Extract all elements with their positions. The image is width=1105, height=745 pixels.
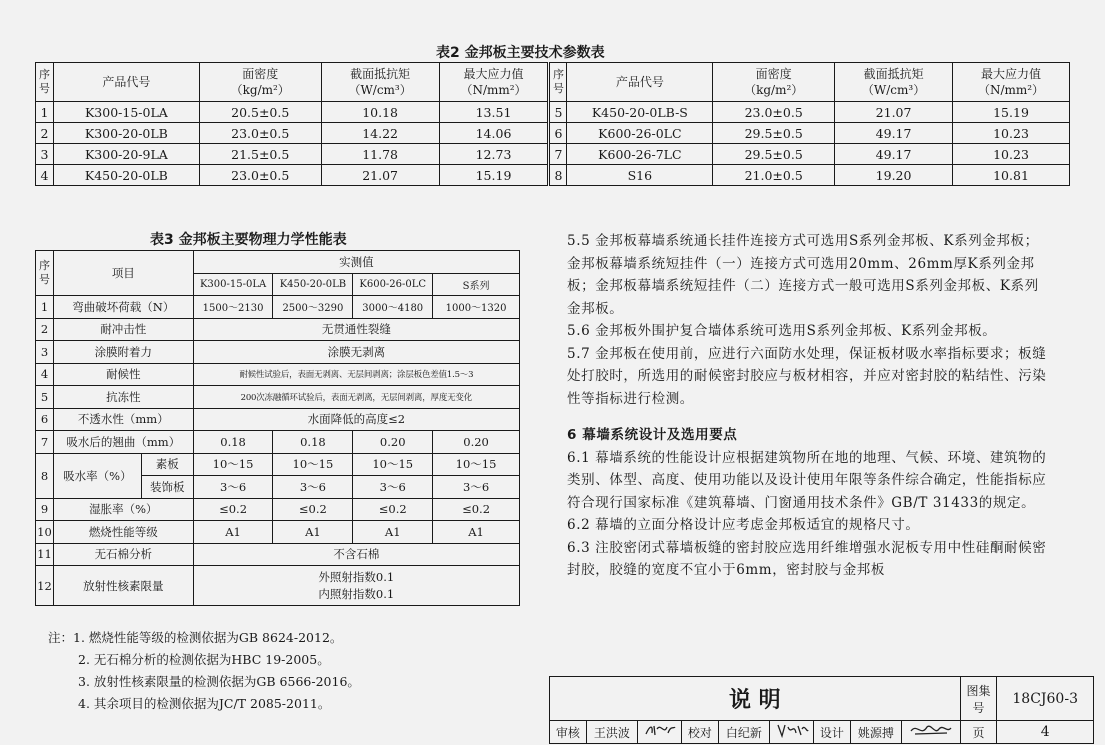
moment-value: 14.22 [321,123,439,144]
row-no: 11 [36,543,54,566]
table-row [36,296,520,319]
review-label: 审核 [550,721,587,744]
row-no: 1 [36,102,54,123]
table2-density-header [199,63,321,102]
moment-value: 11.78 [321,144,439,165]
cell-value: 10～15 [193,453,273,476]
cell-value: 1000～1320 [433,296,520,319]
moment-value: 10.18 [321,102,439,123]
title-row [550,677,1094,721]
row-no: 3 [36,144,54,165]
cell-span-value: 耐候性试验后，表面无剥离、无层间剥离；涂层板色差值1.5～3 [193,363,519,386]
table-row [36,123,1070,144]
row-no: 2 [36,318,54,341]
row-no: 8 [549,165,567,186]
cell-value: 3～6 [353,476,433,499]
stress-value: 13.51 [439,102,549,123]
page-label: 页 [960,721,997,744]
product-code: K300-20-0LB [53,123,199,144]
note-prefix: 注： [48,630,74,645]
moment-value: 19.20 [835,165,953,186]
section-6-heading: 6 幕墙系统设计及选用要点 [567,427,738,443]
paragraph-5-7: 5.7 金邦板在使用前，应进行六面防水处理，保证板材吸水率指标要求；板缝处打胶时，所选用的耐候密封胶应与板材相容，并应对密封胶的粘结性、污染性等指标进行检测。 [567,345,1047,407]
row-no: 8 [36,453,54,498]
product-code: K450-20-0LB [53,165,199,186]
stress-value: 10.23 [953,123,1070,144]
page-number: 4 [997,721,1094,744]
table-row [36,363,520,386]
stress-unit: （N/mm²） [977,83,1045,97]
note-item: 2. 无石棉分析的检测依据为HBC 19-2005。 [78,652,330,667]
row-no: 6 [549,123,567,144]
cell-span-value: 水面降低的高度≤2 [193,408,519,431]
table3-header-row [36,251,520,274]
cell-value: A1 [433,521,520,544]
table2-header-row [36,63,1070,102]
row-no: 4 [36,363,54,386]
table-row [36,521,520,544]
stress-value: 10.23 [953,144,1070,165]
table3-measured-header: 实测值 [193,251,519,274]
row-item: 弯曲破坏荷载（N） [53,296,193,319]
cell-span-value: 不含石棉 [193,543,519,566]
density-value: 29.5±0.5 [713,123,835,144]
product-code: S16 [567,165,713,186]
review-name: 王洪波 [586,721,637,744]
cell-value: 1500～2130 [193,296,273,319]
cell-value: 0.18 [193,431,273,454]
density-value: 23.0±0.5 [199,165,321,186]
table-row [36,165,1070,186]
external-index: 外照射指数0.1 [318,569,395,584]
paragraph-6-1: 6.1 幕墙系统的性能设计应根据建筑物所在地的地理、气候、环境、建筑物的类别、体型、高度、使用功能以及设计使用年限等条件综合确定，性能指标应符合现行国家标准《建筑幕墙、门窗通用技术条件》GB/T 31433的规定。 [567,449,1047,511]
table2-code-header-right: 产品代号 [567,63,713,102]
note-item: 3. 放射性核素限量的检测依据为GB 6566-2016。 [78,674,360,689]
signature-icon [643,721,677,739]
table-row [36,431,520,454]
row-item: 燃烧性能等级 [53,521,193,544]
product-code: K600-26-7LC [567,144,713,165]
notes [48,627,518,715]
density-value: 20.5±0.5 [199,102,321,123]
note-line [48,627,518,649]
row-no: 9 [36,498,54,521]
moment-value: 21.07 [835,102,953,123]
col-header: K600-26-0LC [353,273,433,296]
table2 [35,62,1070,186]
cell-value: 3000～4180 [353,296,433,319]
table2-caption: 表2 金邦板主要技术参数表 [436,45,605,61]
table3-no-header: 序号 [36,251,54,296]
row-item: 无石棉分析 [53,543,193,566]
cell-span-value: 涂膜无剥离 [193,341,519,364]
table-row [36,453,520,476]
product-code: K300-15-0LA [53,102,199,123]
product-code: K300-20-9LA [53,144,199,165]
table3-caption: 表3 金邦板主要物理力学性能表 [150,232,347,248]
stress-unit: （N/mm²） [460,83,527,97]
cell-value: ≤0.2 [433,498,520,521]
moment-value: 21.07 [321,165,439,186]
check-label: 校对 [682,721,719,744]
cell-span-value: 无贯通性裂缝 [193,318,519,341]
product-code: K450-20-0LB-S [567,102,713,123]
drawing-title: 说 明 [550,677,961,721]
table-row [36,566,520,606]
table-row [36,341,520,364]
density-value: 29.5±0.5 [713,144,835,165]
paragraph-5-5: 5.5 金邦板幕墙系统通长挂件连接方式可选用S系列金邦板、K系列金邦板；金邦板幕墙系统短挂件（一）连接方式可选用20mm、26mm厚K系列金邦板；金邦板幕墙系统短挂件（二）连接方式一般可选用S系列金邦板、K系列金邦板。 [567,233,1039,317]
row-no: 2 [36,123,54,144]
stress-value: 10.81 [953,165,1070,186]
stress-value: 14.06 [439,123,549,144]
row-subitem: 装饰板 [141,476,193,499]
row-no: 5 [549,102,567,123]
internal-index: 内照射指数0.1 [318,586,395,601]
row-subitem: 素板 [141,453,193,476]
design-name: 姚源搏 [850,721,901,744]
table2-moment-header-right [835,63,953,102]
row-item: 耐冲击性 [53,318,193,341]
table2-stress-header [439,63,549,102]
signature-icon [775,721,809,739]
cell-value: 3～6 [433,476,520,499]
row-no: 7 [36,431,54,454]
cell-value: 3～6 [273,476,353,499]
density-unit: （kg/m²） [230,83,290,97]
atlas-label: 图集号 [960,677,997,721]
table2-code-header: 产品代号 [53,63,199,102]
check-signature [770,721,814,744]
cell-value: A1 [273,521,353,544]
table2-moment-header [321,63,439,102]
row-item: 湿胀率（%） [53,498,193,521]
review-signature [638,721,682,744]
table-row [36,386,520,409]
body-text [567,230,1052,582]
table-row [36,408,520,431]
cell-value: ≤0.2 [273,498,353,521]
table2-density-header-right [713,63,835,102]
row-item: 不透水性（mm） [53,408,193,431]
paragraph-6-2: 6.2 幕墙的立面分格设计应考虑金邦板适宜的规格尺寸。 [567,517,920,533]
col-header: S系列 [433,273,520,296]
cell-value: A1 [353,521,433,544]
row-no: 10 [36,521,54,544]
cell-value: 0.18 [273,431,353,454]
density-value: 21.5±0.5 [199,144,321,165]
cell-value: A1 [193,521,273,544]
stress-value: 15.19 [439,165,549,186]
stress-label: 最大应力值 [981,67,1042,81]
cell-value: 10～15 [433,453,520,476]
moment-value: 49.17 [835,123,953,144]
row-item: 耐候性 [53,363,193,386]
density-value: 21.0±0.5 [713,165,835,186]
table-row [36,318,520,341]
design-label: 设计 [814,721,851,744]
table3 [35,250,520,606]
table2-stress-header-right [953,63,1070,102]
table3-item-header: 项目 [53,251,193,296]
density-label: 面密度 [755,67,792,81]
table-row [36,144,1070,165]
cell-value: 0.20 [433,431,520,454]
paragraph-5-6: 5.6 金邦板外围护复合墙体系统可选用S系列金邦板、K系列金邦板。 [567,323,997,339]
table2-no-header-right: 序号 [549,63,567,102]
moment-label: 截面抵抗矩 [863,67,924,81]
row-no: 12 [36,566,54,606]
density-label: 面密度 [242,67,279,81]
stress-label: 最大应力值 [463,67,524,81]
cell-span-value [193,566,519,606]
cell-value: 10～15 [273,453,353,476]
moment-unit: （W/cm³） [348,83,412,97]
title-block [549,676,1094,744]
row-no: 1 [36,296,54,319]
density-value: 23.0±0.5 [199,123,321,144]
signature-icon [909,721,953,739]
table2-no-header: 序号 [36,63,54,102]
col-header: K450-20-0LB [273,273,353,296]
cell-span-value: 200次冻融循环试验后，表面无剥离，无层间剥离，厚度无变化 [193,386,519,409]
cell-value: 10～15 [353,453,433,476]
cell-value: ≤0.2 [193,498,273,521]
row-no: 6 [36,408,54,431]
signature-row [550,721,1094,744]
note-item: 1. 燃烧性能等级的检测依据为GB 8624-2012。 [73,630,343,645]
moment-unit: （W/cm³） [861,83,926,97]
table-row [36,498,520,521]
row-no: 3 [36,341,54,364]
atlas-number: 18CJ60-3 [997,677,1094,721]
row-item: 吸水后的翘曲（mm） [53,431,193,454]
row-no: 4 [36,165,54,186]
stress-value: 15.19 [953,102,1070,123]
density-unit: （kg/m²） [744,83,804,97]
col-header: K300-15-0LA [193,273,273,296]
row-item: 吸水率（%） [53,453,141,498]
row-no: 7 [549,144,567,165]
table-row [36,102,1070,123]
cell-value: 0.20 [353,431,433,454]
cell-value: 2500～3290 [273,296,353,319]
table-row [36,543,520,566]
paragraph-6-3: 6.3 注胶密闭式幕墙板缝的密封胶应选用纤维增强水泥板专用中性硅酮耐候密封胶，胶缝的宽度不宜小于6mm，密封胶与金邦板 [567,539,1047,578]
cell-value: 3～6 [193,476,273,499]
row-no: 5 [36,386,54,409]
stress-value: 12.73 [439,144,549,165]
moment-value: 49.17 [835,144,953,165]
design-signature [902,721,961,744]
row-item: 放射性核素限量 [53,566,193,606]
row-item: 抗冻性 [53,386,193,409]
check-name: 白纪新 [718,721,769,744]
moment-label: 截面抵抗矩 [350,67,411,81]
density-value: 23.0±0.5 [713,102,835,123]
note-item: 4. 其余项目的检测依据为JC/T 2085-2011。 [78,696,331,711]
product-code: K600-26-0LC [567,123,713,144]
row-item: 涂膜附着力 [53,341,193,364]
cell-value: ≤0.2 [353,498,433,521]
